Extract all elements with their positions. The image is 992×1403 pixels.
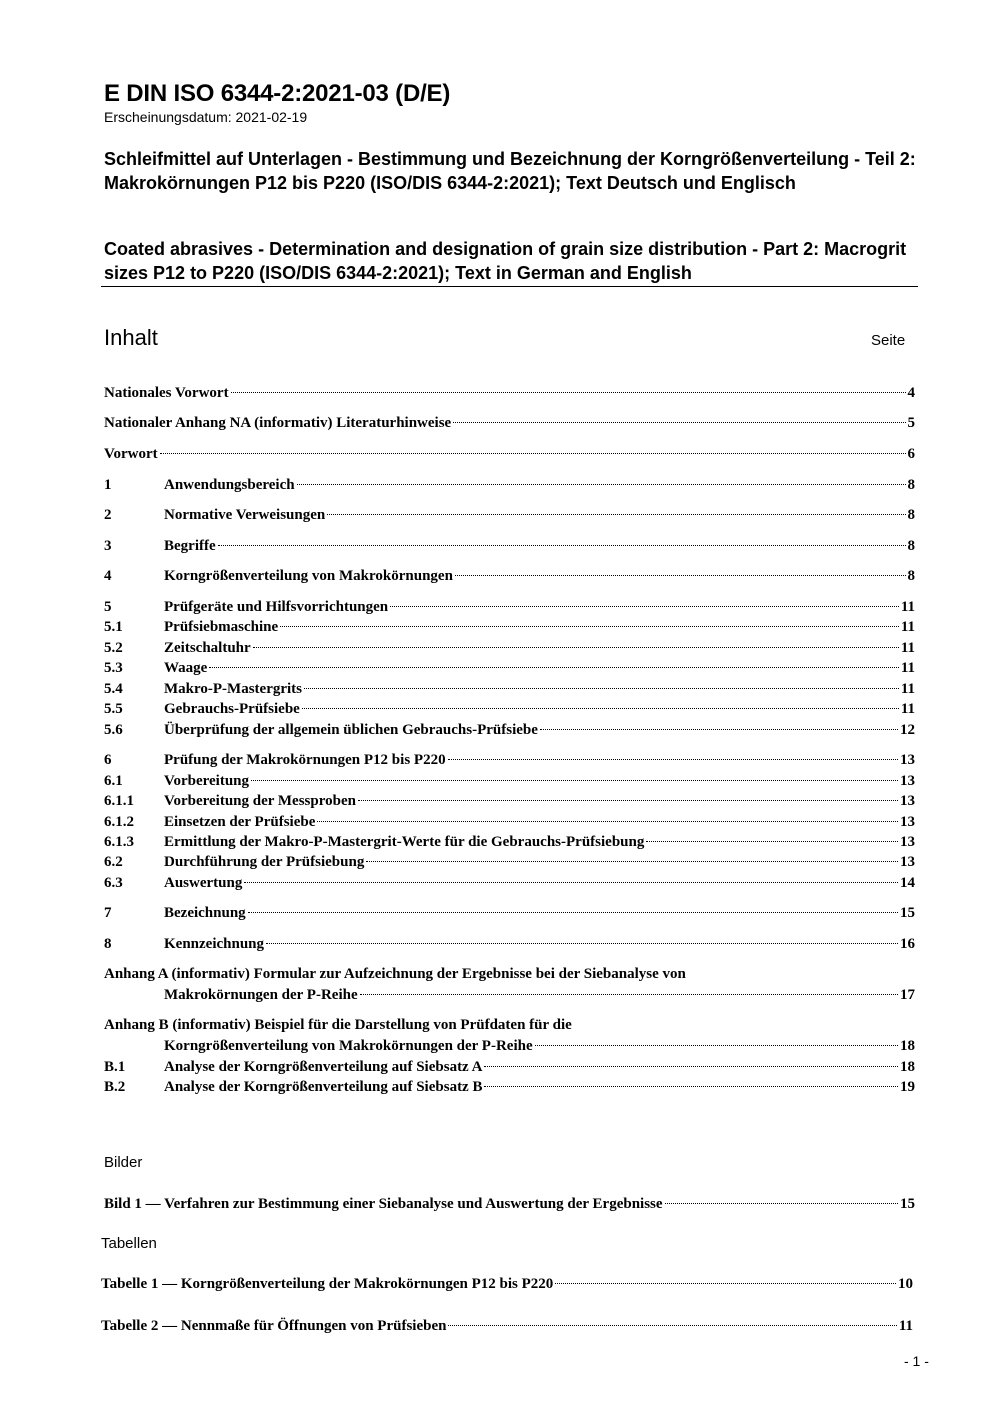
toc-leader-dots [358, 800, 898, 801]
toc-entry-title: Makro-P-Mastergrits [164, 681, 303, 697]
toc-leader-dots [484, 1086, 898, 1087]
toc-entry-title: Normative Verweisungen [164, 507, 326, 523]
toc-entry-number: 5.1 [104, 619, 123, 635]
toc-leader-dots [665, 1203, 898, 1204]
figure-entry-title: Bild 1 — Verfahren zur Bestimmung einer Siebanalyse und Auswertung der Ergebnisse [104, 1196, 663, 1212]
toc-entry-page: 11 [900, 660, 915, 676]
toc-entry-title: Gebrauchs-Prüfsiebe [164, 701, 300, 717]
toc-entry-anhang-a-title[interactable]: Anhang A (informativ) Formular zur Aufzeichnung der Ergebnisse bei der Siebanalyse von [104, 966, 686, 982]
toc-entry-6-3[interactable] [104, 873, 915, 893]
toc-entry-title: Einsetzen der Prüfsiebe [164, 814, 316, 830]
toc-entry-page: 14 [900, 875, 915, 891]
toc-entry-page: 18 [900, 1059, 915, 1075]
toc-entry-8[interactable] [104, 934, 915, 954]
page-number: - 1 - [904, 1353, 929, 1369]
toc-leader-dots [160, 453, 906, 454]
toc-leader-dots [248, 912, 898, 913]
toc-entry-page: 4 [907, 385, 915, 401]
toc-entry-title: Analyse der Korngrößenverteilung auf Siebsatz A [164, 1059, 483, 1075]
table-entry-title: Tabelle 1 — Korngrößenverteilung der Makrokörnungen P12 bis P220 [101, 1276, 554, 1292]
toc-entry-number: 6.1.1 [104, 793, 134, 809]
toc-leader-dots [453, 422, 905, 423]
table-entry-page: 10 [898, 1276, 913, 1292]
toc-entry-nationales-vorwort[interactable] [104, 383, 915, 403]
toc-entry-page: 6 [907, 446, 915, 462]
toc-entry-nationaler-anhang[interactable] [104, 413, 915, 433]
toc-leader-dots [253, 647, 899, 648]
figures-heading: Bilder [104, 1154, 143, 1171]
toc-entry-number: 6.1 [104, 773, 123, 789]
toc-leader-dots [251, 780, 898, 781]
title-english: Coated abrasives - Determination and designation of grain size distribution - Part 2: Macrogrit sizes P12 to P220 (ISO/DIS 6344-2:2021); Text in German and English [104, 239, 907, 283]
toc-entry-page: 8 [907, 538, 915, 554]
toc-entry-title: Bezeichnung [164, 905, 246, 921]
toc-entry-page: 17 [900, 987, 915, 1003]
toc-entry-page: 12 [900, 722, 915, 738]
toc-entry-page: 13 [900, 752, 915, 768]
toc-entry-title: Korngrößenverteilung von Makrokörnungen der P-Reihe [164, 1038, 533, 1054]
toc-entry-page: 11 [900, 640, 915, 656]
toc-entry-page: 13 [900, 834, 915, 850]
toc-entry-page: 15 [900, 905, 915, 921]
table-entry-page: 11 [898, 1318, 913, 1334]
toc-entry-6-1-3[interactable] [104, 832, 915, 852]
toc-entry-4[interactable] [104, 566, 915, 586]
toc-entry-6[interactable] [104, 750, 915, 770]
toc-entry-title: Prüfsiebmaschine [164, 619, 279, 635]
toc-entry-number: B.1 [104, 1059, 126, 1075]
toc-page-column-label: Seite [871, 332, 906, 349]
toc-leader-dots [266, 943, 898, 944]
toc-entry-title: Zeitschaltuhr [164, 640, 251, 656]
toc-leader-dots [484, 1066, 898, 1067]
toc-entry-number: 5.2 [104, 640, 123, 656]
toc-leader-dots [390, 606, 899, 607]
toc-leader-dots [455, 575, 906, 576]
document-title: E DIN ISO 6344-2:2021-03 (D/E) [104, 80, 451, 107]
toc-entry-page: 13 [900, 854, 915, 870]
toc-entry-5[interactable] [104, 597, 915, 617]
toc-entry-page: 11 [900, 599, 915, 615]
toc-entry-title: Analyse der Korngrößenverteilung auf Siebsatz B [164, 1079, 483, 1095]
toc-leader-dots [209, 667, 898, 668]
toc-leader-dots [360, 994, 898, 995]
toc-entry-page: 8 [907, 507, 915, 523]
toc-entry-page: 11 [900, 619, 915, 635]
toc-entry-number: 6.2 [104, 854, 123, 870]
toc-entry-number: 6.1.3 [104, 834, 134, 850]
toc-entry-title: Anwendungsbereich [164, 477, 295, 493]
toc-leader-dots [317, 821, 898, 822]
toc-leader-dots [540, 729, 898, 730]
toc-entry-number: 2 [104, 507, 112, 523]
toc-entry-number: 6.3 [104, 875, 123, 891]
toc-leader-dots [646, 841, 898, 842]
toc-entry-title: Vorwort [104, 446, 158, 462]
toc-entry-6-1[interactable] [104, 771, 915, 791]
toc-entry-title: Prüfung der Makrokörnungen P12 bis P220 [164, 752, 446, 768]
toc-entry-anhang-b-title[interactable]: Anhang B (informativ) Beispiel für die Darstellung von Prüfdaten für die [104, 1017, 572, 1033]
toc-entry-number: 3 [104, 538, 112, 554]
toc-entry-title: Ermittlung der Makro-P-Mastergrit-Werte für die Gebrauchs-Prüfsiebung [164, 834, 645, 850]
toc-entry-title: Makrokörnungen der P-Reihe [164, 987, 358, 1003]
publication-date: Erscheinungsdatum: 2021-02-19 [104, 109, 308, 125]
toc-entry-page: 11 [900, 701, 915, 717]
toc-entry-6-2[interactable] [104, 852, 915, 872]
toc-entry-page: 13 [900, 773, 915, 789]
toc-entry-3[interactable] [104, 536, 915, 556]
toc-entry-page: 8 [907, 477, 915, 493]
toc-entry-title: Prüfgeräte und Hilfsvorrichtungen [164, 599, 389, 615]
toc-entry-5-2[interactable] [104, 638, 915, 658]
toc-entry-title: Vorbereitung der Messproben [164, 793, 356, 809]
toc-leader-dots [280, 626, 899, 627]
toc-entry-number: 8 [104, 936, 112, 952]
toc-entry-title: Kennzeichnung [164, 936, 265, 952]
toc-leader-dots [244, 882, 898, 883]
toc-entry-5-4[interactable] [104, 679, 915, 699]
toc-entry-b-2[interactable] [104, 1077, 915, 1097]
toc-entry-title: Nationales Vorwort [104, 385, 229, 401]
toc-leader-dots [535, 1045, 898, 1046]
toc-heading: Inhalt [104, 325, 158, 350]
toc-entry-anhang-b[interactable] [104, 1036, 915, 1056]
toc-entry-page: 13 [900, 793, 915, 809]
toc-entry-5-5[interactable] [104, 699, 915, 719]
toc-entry-number: 5.5 [104, 701, 123, 717]
toc-entry-title: Auswertung [164, 875, 243, 891]
toc-entry-2[interactable] [104, 505, 915, 525]
toc-entry-page: 13 [900, 814, 915, 830]
toc-entry-5-6[interactable] [104, 720, 915, 740]
toc-leader-dots [448, 1325, 896, 1326]
toc-leader-dots [304, 688, 899, 689]
toc-entry-number: 5 [104, 599, 112, 615]
toc-entry-anhang-a[interactable] [104, 985, 915, 1005]
toc-entry-number: 4 [104, 568, 112, 584]
toc-leader-dots [218, 545, 906, 546]
toc-leader-dots [555, 1283, 896, 1284]
toc-entry-number: 6 [104, 752, 112, 768]
toc-entry-number: 7 [104, 905, 112, 921]
tables-heading: Tabellen [101, 1235, 157, 1252]
toc-entry-6-1-2[interactable] [104, 812, 915, 832]
toc-leader-dots [297, 484, 906, 485]
toc-leader-dots [327, 514, 905, 515]
toc-entry-1[interactable] [104, 475, 915, 495]
toc-entry-title: Korngrößenverteilung von Makrokörnungen [164, 568, 453, 584]
figure-entry-bild-1[interactable] [104, 1194, 915, 1214]
toc-entry-title: Vorbereitung [164, 773, 250, 789]
toc-entry-title: Überprüfung der allgemein üblichen Gebrauchs-Prüfsiebe [164, 722, 538, 738]
toc-leader-dots [302, 708, 899, 709]
toc-leader-dots [448, 759, 898, 760]
toc-entry-vorwort[interactable] [104, 444, 915, 464]
toc-entry-title: Waage [164, 660, 208, 676]
toc-entry-number: 6.1.2 [104, 814, 134, 830]
table-entry-title: Tabelle 2 — Nennmaße für Öffnungen von Prüfsieben [101, 1318, 447, 1334]
toc-entry-page: 18 [900, 1038, 915, 1054]
toc-entry-number: 1 [104, 477, 112, 493]
toc-entry-5-3[interactable] [104, 658, 915, 678]
table-entry-tabelle-2[interactable] [101, 1316, 913, 1336]
toc-entry-5-1[interactable] [104, 617, 915, 637]
toc-entry-number: 5.3 [104, 660, 123, 676]
toc-entry-title: Durchführung der Prüfsiebung [164, 854, 365, 870]
table-entry-tabelle-1[interactable] [101, 1274, 913, 1294]
toc-entry-page: 5 [907, 415, 915, 431]
toc-leader-dots [231, 392, 906, 393]
toc-entry-6-1-1[interactable] [104, 791, 915, 811]
toc-entry-number: 5.4 [104, 681, 123, 697]
toc-entry-page: 11 [900, 681, 915, 697]
toc-entry-title: Begriffe [164, 538, 216, 554]
toc-entry-page: 8 [907, 568, 915, 584]
toc-entry-number: 5.6 [104, 722, 123, 738]
toc-entry-title: Nationaler Anhang NA (informativ) Literaturhinweise [104, 415, 452, 431]
header-divider [101, 286, 918, 287]
title-german: Schleifmittel auf Unterlagen - Bestimmung und Bezeichnung der Korngrößenverteilung - Teil 2: Makrokörnungen P12 bis P220 (ISO/DIS 6344-2:2021); Text Deutsch und Englisch [104, 149, 916, 193]
toc-entry-number: B.2 [104, 1079, 126, 1095]
toc-entry-page: 19 [900, 1079, 915, 1095]
toc-entry-page: 16 [900, 936, 915, 952]
toc-leader-dots [366, 861, 898, 862]
toc-entry-7[interactable] [104, 903, 915, 923]
figure-entry-page: 15 [900, 1196, 915, 1212]
toc-entry-b-1[interactable] [104, 1057, 915, 1077]
